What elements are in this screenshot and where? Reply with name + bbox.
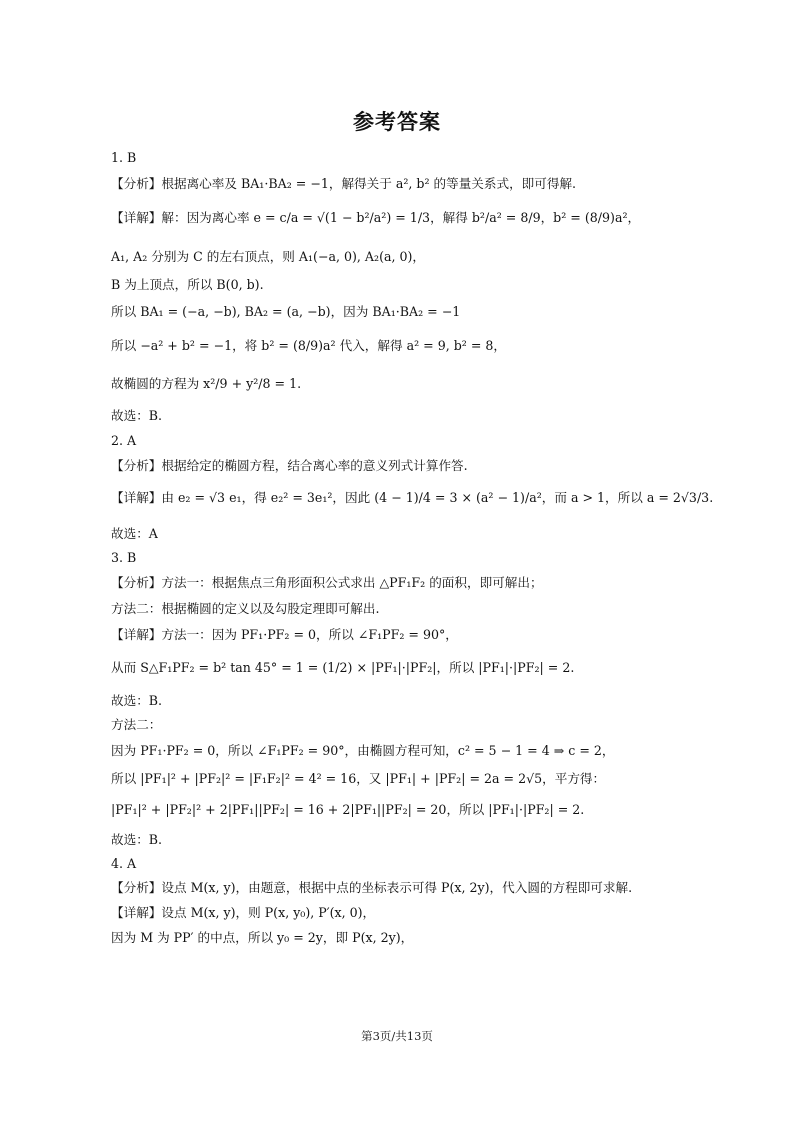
text-line: 方法二：根据椭圆的定义以及勾股定理即可解出. [111,601,380,616]
text-line: 【详解】方法一：因为 PF₁·PF₂ = 0，所以 ∠F₁PF₂ = 90°， [111,627,458,642]
text-line: B 为上顶点，所以 B(0, b). [111,277,264,292]
text-line: 故选：B. [111,693,163,708]
text-line: 4. A [111,856,137,871]
text-line: 【详解】由 e₂ = √3 e₁，得 e₂² = 3e₁²，因此 (4 − 1)/4 = 3 × (a² − 1)/a²，而 a > 1，所以 a = 2√3/3. [111,490,714,505]
text-line: 【详解】设点 M(x, y)，则 P(x, y₀), P′(x, 0)， [111,905,376,920]
text-line: 故椭圆的方程为 x²/9 + y²/8 = 1. [111,376,302,391]
text-line: 故选：B. [111,832,163,847]
page-footer: 第3页/共13页 [361,1029,433,1043]
text-line: 因为 M 为 PP′ 的中点，所以 y₀ = 2y，即 P(x, 2y)， [111,930,414,945]
text-line: 【详解】解：因为离心率 e = c/a = √(1 − b²/a²) = 1/3，解得 b²/a² = 8/9，b² = (8/9)a²， [111,210,641,225]
page-title: 参考答案 [353,110,441,134]
text-line: 所以 |PF₁|² + |PF₂|² = |F₁F₂|² = 4² = 16，又 |PF₁| + |PF₂| = 2a = 2√5，平方得： [111,771,606,786]
text-line: 故选：A [111,526,158,541]
text-line: 因为 PF₁·PF₂ = 0，所以 ∠F₁PF₂ = 90°，由椭圆方程可知，c² = 5 − 1 = 4 ⇒ c = 2， [111,743,615,758]
text-line: 【分析】根据给定的椭圆方程，结合离心率的意义列式计算作答. [111,458,468,473]
text-line: 1. B [111,150,137,165]
text-line: A₁, A₂ 分别为 C 的左右顶点，则 A₁(−a, 0), A₂(a, 0)， [111,249,426,264]
text-line: 故选：B. [111,408,163,423]
text-line: 所以 −a² + b² = −1，将 b² = (8/9)a² 代入，解得 a² = 9, b² = 8， [111,338,506,353]
text-line: 【分析】根据离心率及 BA₁·BA₂ = −1，解得关于 a², b² 的等量关系式，即可得解. [111,176,577,191]
text-line: |PF₁|² + |PF₂|² + 2|PF₁||PF₂| = 16 + 2|PF₁||PF₂| = 20，所以 |PF₁|·|PF₂| = 2. [111,802,585,817]
text-line: 【分析】设点 M(x, y)，由题意，根据中点的坐标表示可得 P(x, 2y)，代入圆的方程即可求解. [111,880,633,895]
text-line: 方法二： [111,717,162,732]
text-line: 所以 BA₁ = (−a, −b), BA₂ = (a, −b)，因为 BA₁·BA₂ = −1 [111,304,461,319]
text-line: 从而 S△F₁PF₂ = b² tan 45° = 1 = (1/2) × |PF₁|·|PF₂|，所以 |PF₁|·|PF₂| = 2. [111,660,575,675]
text-line: 2. A [111,433,137,448]
text-line: 3. B [111,550,137,565]
text-line: 【分析】方法一：根据焦点三角形面积公式求出 △PF₁F₂ 的面积，即可解出； [111,575,543,590]
